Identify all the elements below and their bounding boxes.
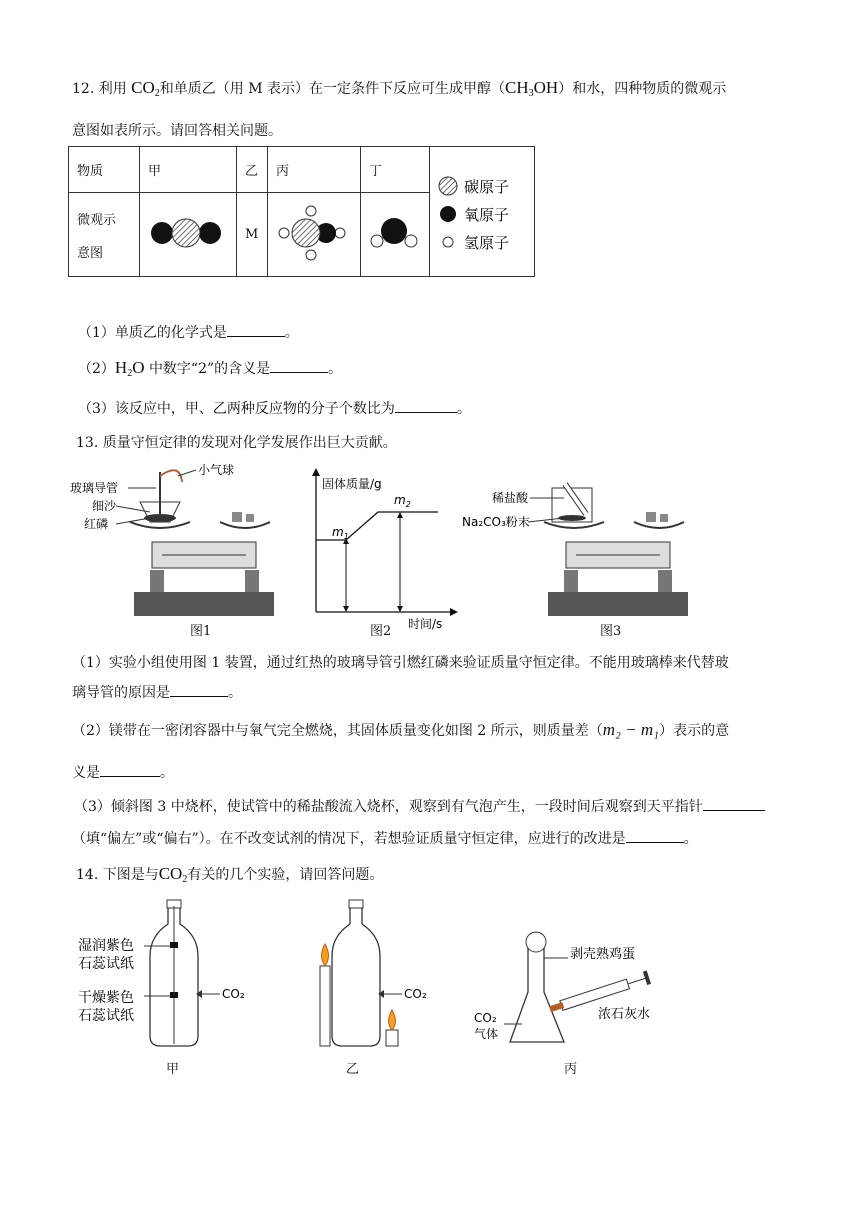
answer-blank[interactable] [703, 796, 765, 811]
fig1-label-phosphorus: 红磷 [84, 517, 109, 531]
table-cell-bing: 丙 [268, 147, 361, 193]
answer-blank[interactable] [270, 358, 328, 373]
legend-carbon: 碳原子 [464, 177, 510, 196]
graph-xlabel: 时间/s [408, 617, 443, 631]
legend-oxygen: 氧原子 [464, 205, 510, 224]
oxygen-atom-icon [440, 206, 456, 222]
q12-line2: 意图如表所示。请回答相关问题。 [72, 123, 282, 139]
legend-hydrogen: 氢原子 [464, 233, 510, 252]
table-header-micro: 微观示 意图 [69, 193, 140, 277]
fig3-label-acid: 稀盐酸 [492, 491, 529, 505]
q13-figures [70, 462, 790, 637]
water-molecule-cell [361, 193, 430, 277]
graph-m2: $m_2$ [394, 493, 411, 509]
answer-blank[interactable] [227, 322, 285, 337]
m-cell: M [237, 193, 268, 277]
graph-ylabel: 固体质量/g [322, 477, 382, 491]
legend-svg [434, 162, 530, 258]
balance-figure-1 [70, 462, 274, 616]
answer-blank[interactable] [100, 762, 160, 777]
caption-bing: 丙 [564, 1062, 578, 1077]
label-co2-jia: CO₂ [222, 987, 245, 1001]
balance-figure-3 [462, 484, 688, 616]
caption-fig2: 图2 [370, 624, 392, 639]
label-co2-bing: CO₂ [474, 1011, 497, 1025]
label-wet-litmus-1: 湿润紫色 [78, 938, 134, 954]
q12-sub1: （1）单质乙的化学式是 。 [78, 322, 299, 342]
co2-molecule-icon [148, 211, 224, 255]
co2-molecule-cell [140, 193, 237, 277]
mass-time-graph [312, 468, 458, 631]
caption-yi: 乙 [346, 1062, 360, 1077]
q13-sub2-line1: （2）镁带在一密闭容器中与氧气完全燃烧，其固体质量变化如图 2 所示，则质量差（m₂ − m₁）表示的意 [72, 720, 730, 739]
caption-fig1: 图1 [190, 624, 212, 639]
q13-sub1-line2: 璃导管的原因是 。 [72, 682, 242, 702]
q12-intro-mid: 和单质乙（用 M 表示）在一定条件下反应可生成甲醇（ [159, 81, 506, 97]
table-cell-jia: 甲 [140, 147, 237, 193]
carbon-atom-icon [439, 177, 457, 195]
fig1-label-sand: 细沙 [92, 499, 117, 513]
methanol-molecule-cell [268, 193, 361, 277]
answer-blank[interactable] [626, 828, 684, 843]
caption-jia: 甲 [166, 1062, 180, 1077]
answer-blank[interactable] [170, 682, 228, 697]
label-dry-litmus-1: 干燥紫色 [78, 990, 134, 1006]
label-dry-litmus-2: 石蕊试纸 [78, 1008, 134, 1024]
q14-title: 14. 下图是与$CO_2$有关的几个实验，请回答问题。 [76, 864, 384, 885]
molecule-table [68, 146, 535, 277]
q13-sub3-line2: （填“偏左”或“偏右”）。在不改变试剂的情况下，若想验证质量守恒定律，应进行的改进是 。 [72, 828, 698, 848]
q14-figures [74, 896, 774, 1081]
fig1-label-balloon: 小气球 [198, 463, 235, 477]
flask-egg-figure [474, 932, 651, 1042]
q13-title: 13. 质量守恒定律的发现对化学发展作出巨大贡献。 [76, 435, 397, 451]
bottle-candles-figure [320, 900, 427, 1046]
q13-sub3-line1: （3）倾斜图 3 中烧杯，使试管中的稀盐酸流入烧杯，观察到有气泡产生，一段时间后观察到天平指针 [74, 796, 765, 816]
co2-formula: $CO_2$ [131, 78, 160, 99]
q12-intro: 12. 利用 [72, 81, 127, 97]
table-header-substance: 物质 [69, 147, 140, 193]
fig3-label-powder: Na₂CO₃粉末 [462, 515, 530, 529]
fig1-label-tube: 玻璃导管 [70, 481, 119, 495]
graph-m1: $m_1$ [332, 525, 349, 541]
ch3oh-formula: $CH_3OH$ [505, 78, 559, 99]
co2-formula: $CO_2$ [158, 864, 188, 885]
label-wet-litmus-2: 石蕊试纸 [78, 956, 134, 972]
label-egg: 剥壳熟鸡蛋 [570, 947, 636, 962]
mass-difference-expression: m₂ − m₁ [602, 720, 660, 739]
label-co2-yi: CO₂ [404, 987, 427, 1001]
hydrogen-atom-icon [443, 237, 453, 247]
label-limewater: 浓石灰水 [598, 1007, 651, 1022]
answer-blank[interactable] [395, 398, 457, 413]
q12-intro-end: ）和水，四种物质的微观示 [558, 81, 727, 97]
caption-fig3: 图3 [600, 624, 622, 639]
q12-sub2: $(2)H_2O$ 中数字“2”的含义是 。 [78, 358, 343, 379]
table-cell-ding: 丁 [361, 147, 430, 193]
label-gas: 气体 [474, 1027, 499, 1041]
bottle-litmus-figure [78, 900, 245, 1046]
methanol-molecule-icon [276, 203, 346, 263]
h2o-formula: $H_2O$ [114, 358, 145, 379]
q12-sub3: （3）该反应中，甲、乙两种反应物的分子个数比为 。 [78, 398, 471, 418]
q12-line1 [72, 78, 726, 99]
atom-legend [430, 147, 535, 277]
table-cell-yi: 乙 [237, 147, 268, 193]
q13-sub1-line1: （1）实验小组使用图 1 装置，通过红热的玻璃导管引燃红磷来验证质量守恒定律。不能用玻璃棒来代替玻 [72, 655, 729, 671]
q13-sub2-line2: 义是 。 [72, 762, 174, 782]
water-molecule-icon [369, 211, 419, 255]
